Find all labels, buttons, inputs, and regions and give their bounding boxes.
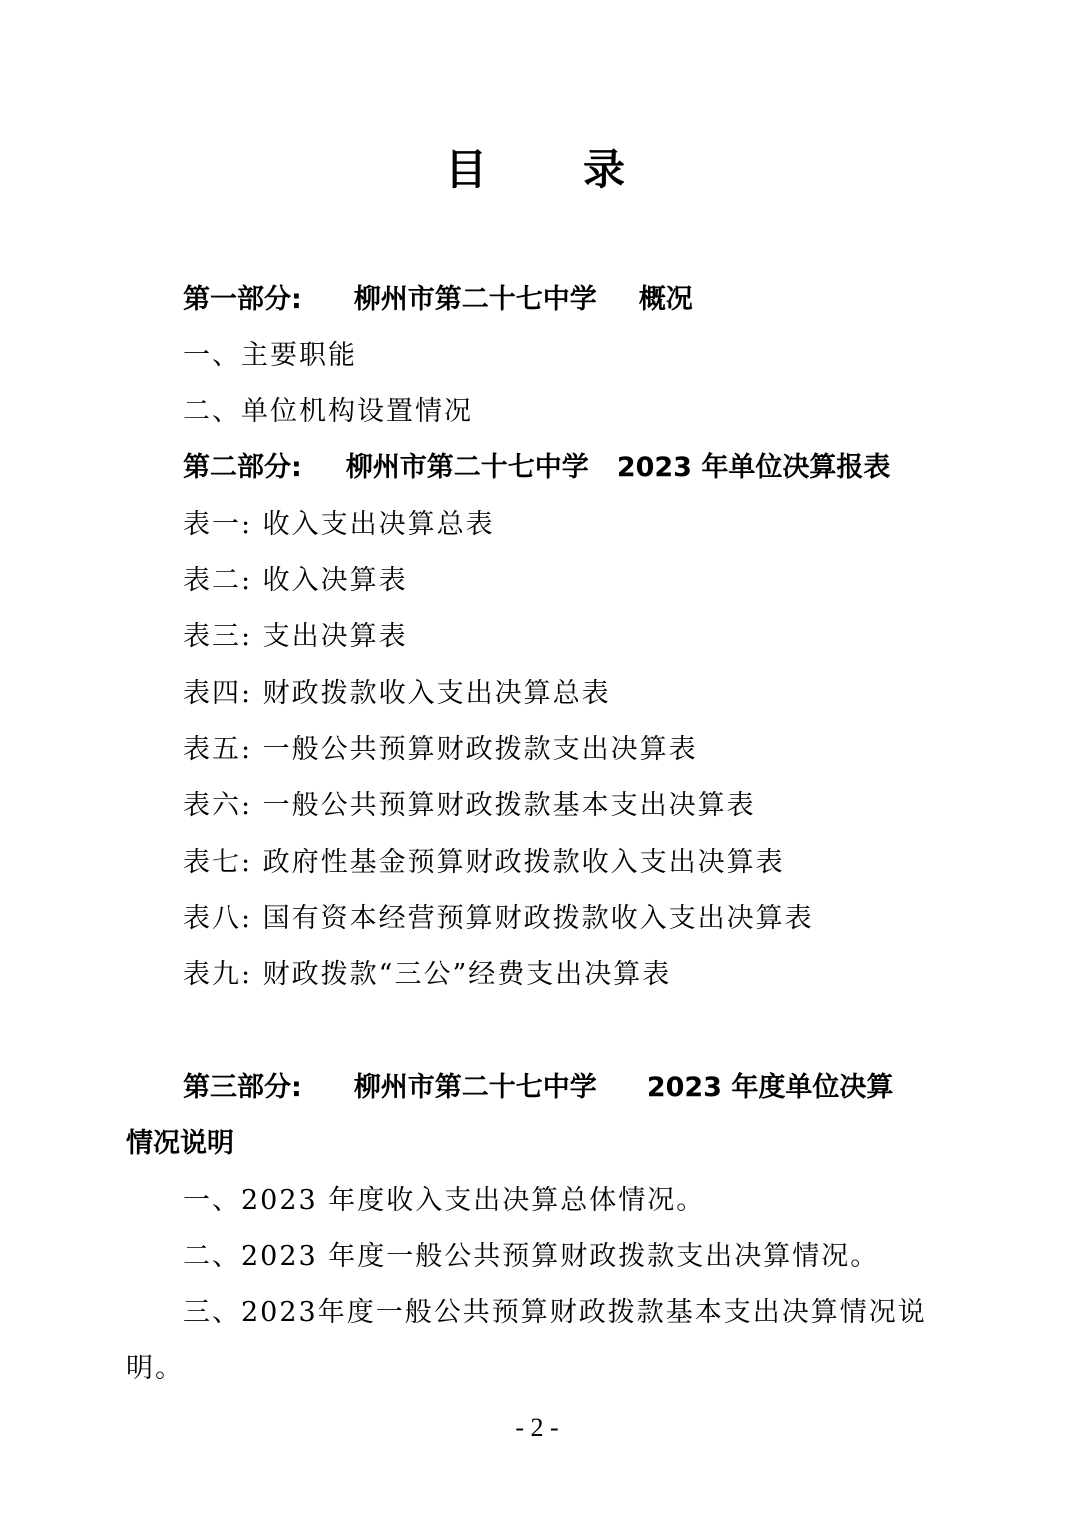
part3-item-3: 三、2023年度一般公共预算财政拨款基本支出决算情况说 [183,1297,927,1328]
page-title: 目 录 [444,145,629,194]
part3-item-2: 二、2023 年度一般公共预算财政拨款支出决算情况。 [183,1241,880,1272]
part2-school: 柳州市第二十七中学 [345,452,589,483]
part1-label: 第一部分: [183,284,302,315]
table-1-item: 表一: 收入支出决算总表 [183,509,495,540]
part3-subject: 2023 年度单位决算 [646,1072,894,1103]
table-7-item: 表七: 政府性基金预算财政拨款收入支出决算表 [183,847,785,878]
part2-heading [183,448,890,488]
part1-item-1: 一、主要职能 [183,340,357,371]
part1-heading [183,280,693,320]
part3-label: 第三部分: [183,1072,302,1103]
table-4-item: 表四: 财政拨款收入支出决算总表 [183,678,611,709]
part1-subject: 概况 [638,284,693,315]
part3-school: 柳州市第二十七中学 [353,1072,597,1103]
table-3-item: 表三: 支出决算表 [183,621,408,652]
table-9-item: 表九: 财政拨款“三公”经费支出决算表 [183,959,672,990]
page-number: - 2 - [515,1413,559,1442]
part2-label: 第二部分: [183,452,302,483]
part1-school: 柳州市第二十七中学 [353,284,597,315]
part2-subject: 2023 年单位决算报表 [616,452,891,483]
part3-heading [183,1068,893,1108]
part1-item-2: 二、单位机构设置情况 [183,396,473,427]
part3-item-3-continued: 明。 [126,1353,184,1384]
table-2-item: 表二: 收入决算表 [183,565,408,596]
table-8-item: 表八: 国有资本经营预算财政拨款收入支出决算表 [183,903,814,934]
part3-item-1: 一、2023 年度收入支出决算总体情况。 [183,1185,706,1216]
table-5-item: 表五: 一般公共预算财政拨款支出决算表 [183,734,698,765]
part3-heading-continued: 情况说明 [126,1128,234,1159]
table-6-item: 表六: 一般公共预算财政拨款基本支出决算表 [183,790,756,821]
